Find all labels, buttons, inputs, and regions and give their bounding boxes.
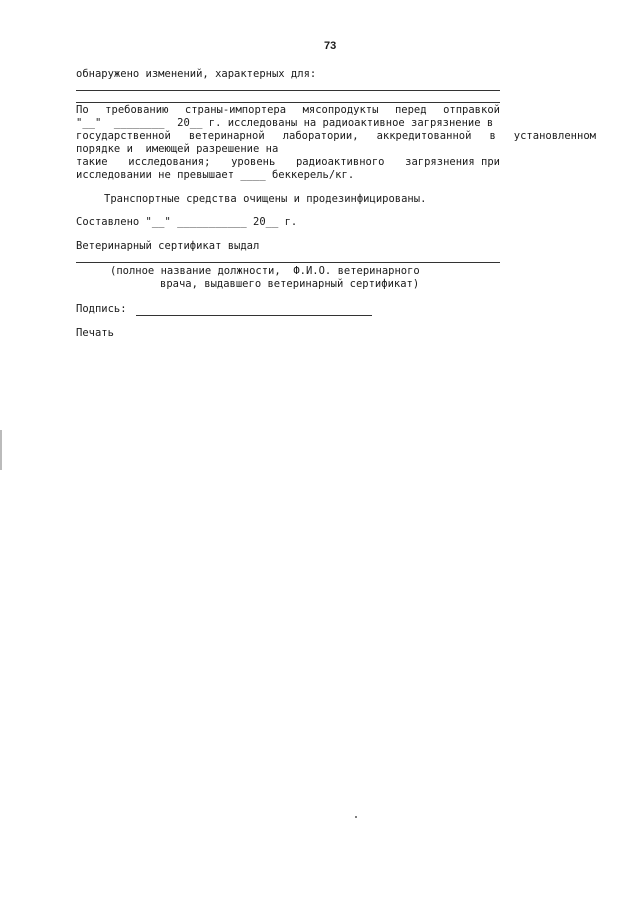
para-row-3: государственной ветеринарной лаборатории, аккредитованной в установленном	[76, 130, 596, 142]
blank-line-1	[76, 90, 500, 91]
signature-line	[136, 315, 372, 316]
blank-line-2	[76, 102, 500, 103]
transport-statement: Транспортные средства очищены и продезинфицированы.	[104, 193, 427, 205]
scan-dot	[355, 816, 357, 818]
changes-label: обнаружено изменений, характерных для:	[76, 68, 317, 80]
composed-date-line: Составлено "__" ___________ 20__ г.	[76, 216, 298, 228]
certificate-issued-label: Ветеринарный сертификат выдал	[76, 240, 260, 252]
para-row-5: такие исследования; уровень радиоактивного загрязнения при	[76, 156, 500, 168]
signature-label: Подпись:	[76, 303, 127, 315]
para-row-1: По требованию страны-импортера мясопродукты перед отправкой	[76, 104, 500, 116]
issuer-caption-2: врача, выдавшего ветеринарный сертификат)	[160, 278, 420, 290]
issuer-blank-line	[76, 262, 500, 263]
issuer-caption-1: (полное название должности, Ф.И.О. ветеринарного	[110, 265, 420, 277]
stamp-label: Печать	[76, 327, 114, 339]
page-number: 73	[324, 40, 337, 52]
para-row-4: порядке и имеющей разрешение на	[76, 143, 279, 155]
scan-edge-mark	[0, 430, 2, 470]
para-row-2: "__" ________ 20__ г. исследованы на радиоактивное загрязнение в	[76, 117, 494, 129]
para-row-6: исследовании не превышает ____ беккерель/кг.	[76, 169, 355, 181]
